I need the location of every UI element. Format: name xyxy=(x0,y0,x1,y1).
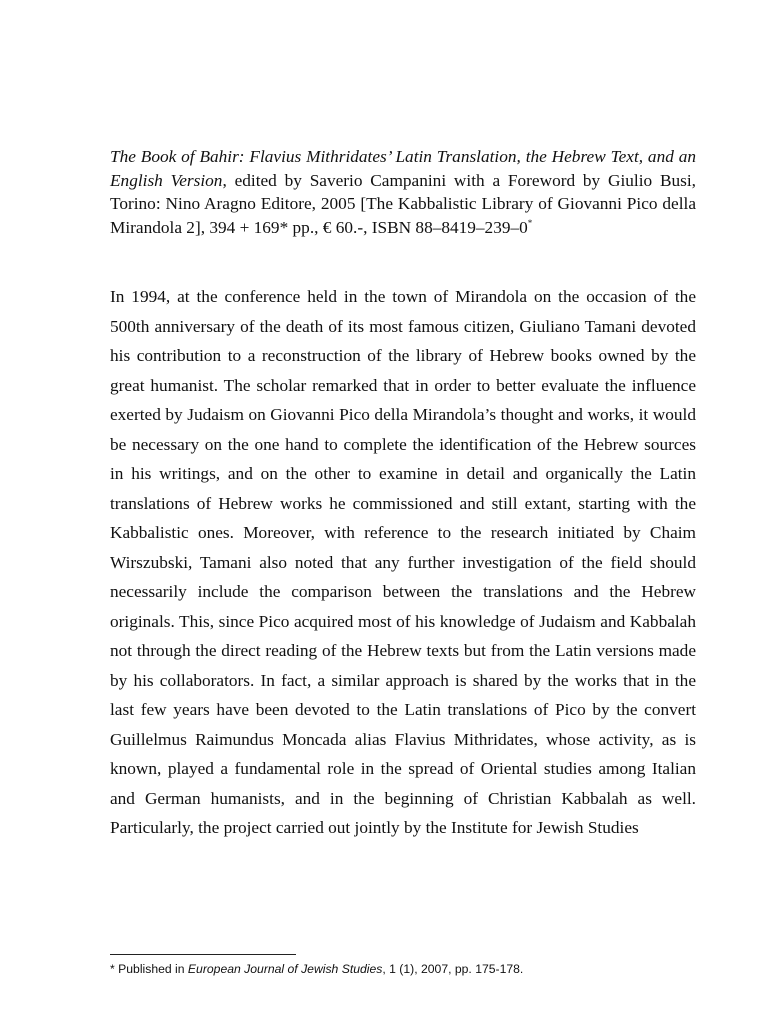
book-title: The Book of Bahir: Flavius Mithridates’ Latin Translation, the Hebrew Text, and an English Version xyxy=(110,147,696,190)
book-citation-heading xyxy=(110,145,696,239)
footnote-suffix: , 1 (1), 2007, pp. 175-178. xyxy=(382,962,524,976)
footnote-journal: European Journal of Jewish Studies xyxy=(187,962,383,976)
footnote-divider xyxy=(110,954,296,955)
footnote-marker: * xyxy=(527,217,533,228)
book-details: , edited by Saverio Campanini with a Foreword by Giulio Busi, Torino: Nino Aragno Editore, 2005 [The Kabbalistic Library of Giovanni Pico della Mirandola 2], 394 + 169* pp., € 60.-, ISBN 88–8419–239–0 xyxy=(110,170,696,237)
footnote xyxy=(110,961,696,977)
review-paragraph: In 1994, at the conference held in the town of Mirandola on the occasion of the 500th anniversary of the death of its most famous citizen, Giuliano Tamani devoted his contribution to a reconstruction of the library of Hebrew books owned by the great humanist. The scholar remarked that in order to better evaluate the influence exerted by Judaism on Giovanni Pico della Mirandola’s thought and works, it would be necessary on the one hand to complete the identification of the Hebrew sources in his writings, and on the other to examine in detail and organically the Latin translations of Hebrew works he commissioned and still extant, starting with the Kabbalistic ones. Moreover, with reference to the research initiated by Chaim Wirszubski, Tamani also noted that any further investigation of the field should necessarily include the comparison between the translations and the Hebrew originals. This, since Pico acquired most of his knowledge of Judaism and Kabbalah not through the direct reading of the Hebrew texts but from the Latin versions made by his collaborators. In fact, a similar approach is shared by the works that in the last few years have been devoted to the Latin translations of Pico by the convert Guillelmus Raimundus Moncada alias Flavius Mithridates, whose activity, as is known, played a fundamental role in the spread of Oriental studies among Italian and German humanists, and in the beginning of Christian Kabbalah as well. Particularly, the project carried out jointly by the Institute for Jewish Studies xyxy=(110,287,696,837)
footnote-prefix: * Published in xyxy=(110,962,188,976)
